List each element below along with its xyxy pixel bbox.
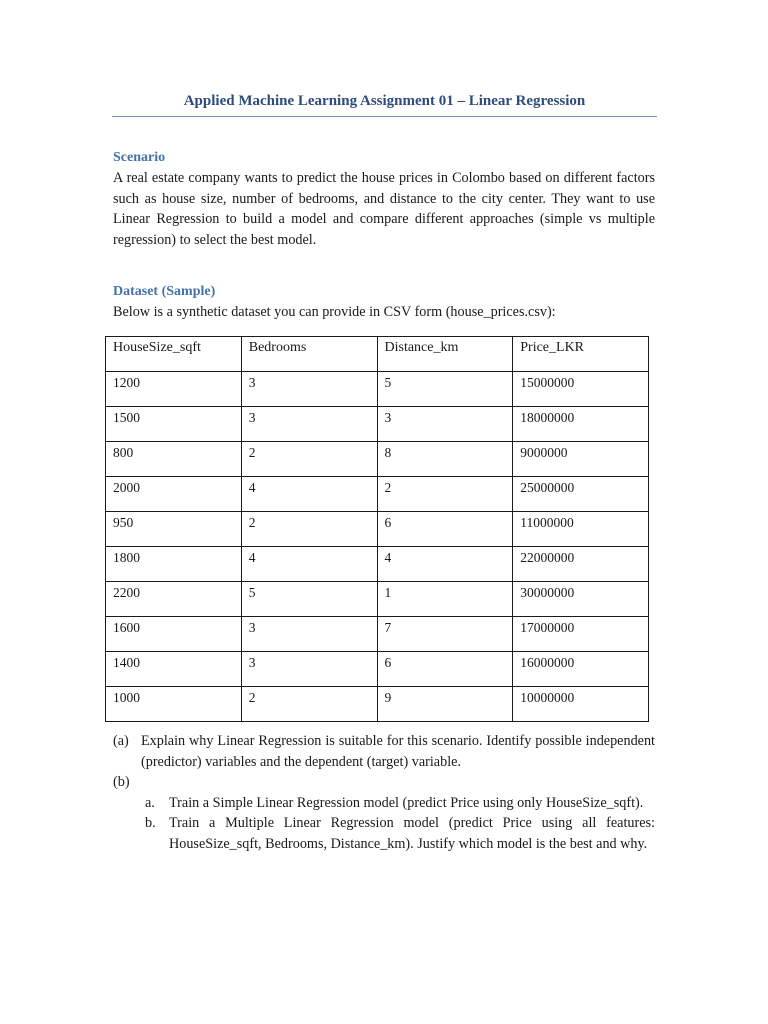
table-row: [106, 582, 649, 617]
question-b-marker: (b): [113, 774, 130, 790]
table-cell: 2: [377, 477, 513, 512]
table-row: [106, 407, 649, 442]
table-cell: 2000: [106, 477, 242, 512]
table-cell: 3: [241, 652, 377, 687]
table-cell: 1000: [106, 687, 242, 722]
table-cell: 7: [377, 617, 513, 652]
table-cell: 1600: [106, 617, 242, 652]
question-a: [113, 731, 655, 772]
table-cell: 2: [241, 687, 377, 722]
column-header: Price_LKR: [513, 337, 649, 372]
table-row: [106, 477, 649, 512]
table-cell: 6: [377, 652, 513, 687]
table-row: [106, 687, 649, 722]
table-cell: 9000000: [513, 442, 649, 477]
sub-item-text: Train a Multiple Linear Regression model (predict Price using all features: HouseSize_sqft, Bedrooms, Distance_km). Justify which model is the best and why.: [169, 815, 655, 852]
table-row: [106, 652, 649, 687]
table-cell: 3: [241, 372, 377, 407]
table-cell: 2: [241, 442, 377, 477]
table-cell: 4: [241, 547, 377, 582]
question-b-sublist: [145, 793, 655, 855]
table-cell: 15000000: [513, 372, 649, 407]
title-divider: [112, 116, 657, 117]
table-cell: 18000000: [513, 407, 649, 442]
sub-item-text: Train a Simple Linear Regression model (predict Price using only HouseSize_sqft).: [169, 794, 644, 811]
table-cell: 2200: [106, 582, 242, 617]
questions-section: [113, 731, 655, 854]
table-row: [106, 512, 649, 547]
table-cell: 4: [241, 477, 377, 512]
table-cell: 6: [377, 512, 513, 547]
table-cell: 5: [377, 372, 513, 407]
scenario-heading: Scenario: [113, 150, 166, 165]
table-cell: 17000000: [513, 617, 649, 652]
table-cell: 5: [241, 582, 377, 617]
question-b-item-b: [145, 813, 655, 854]
column-header: HouseSize_sqft: [106, 337, 242, 372]
dataset-heading: Dataset (Sample): [113, 284, 216, 299]
table-cell: 1500: [106, 407, 242, 442]
table-cell: 30000000: [513, 582, 649, 617]
column-header: Distance_km: [377, 337, 513, 372]
table-header-row: [106, 337, 649, 372]
table-cell: 4: [377, 547, 513, 582]
table-cell: 11000000: [513, 512, 649, 547]
table-cell: 10000000: [513, 687, 649, 722]
table-cell: 3: [241, 617, 377, 652]
sub-item-marker: a.: [145, 794, 155, 811]
dataset-table: [105, 336, 649, 722]
table-cell: 1: [377, 582, 513, 617]
question-a-text: Explain why Linear Regression is suitable for this scenario. Identify possible independent (predictor) variables and the dependent (target) variable.: [141, 733, 655, 770]
question-b: [113, 772, 655, 793]
table-cell: 1400: [106, 652, 242, 687]
table-cell: 9: [377, 687, 513, 722]
sub-item-marker: b.: [145, 815, 156, 831]
question-b-item-a: [145, 793, 655, 814]
table-cell: 800: [106, 442, 242, 477]
table-cell: 22000000: [513, 547, 649, 582]
table-cell: 3: [241, 407, 377, 442]
column-header: Bedrooms: [241, 337, 377, 372]
table-cell: 1800: [106, 547, 242, 582]
table-cell: 8: [377, 442, 513, 477]
table-row: [106, 547, 649, 582]
table-cell: 25000000: [513, 477, 649, 512]
table-cell: 16000000: [513, 652, 649, 687]
table-row: [106, 617, 649, 652]
table-cell: 3: [377, 407, 513, 442]
table-row: [106, 372, 649, 407]
table-row: [106, 442, 649, 477]
document-title: Applied Machine Learning Assignment 01 – Linear Regression: [183, 93, 586, 109]
table-cell: 950: [106, 512, 242, 547]
dataset-intro: Below is a synthetic dataset you can provide in CSV form (house_prices.csv):: [113, 304, 556, 320]
question-a-marker: (a): [113, 733, 129, 749]
table-cell: 1200: [106, 372, 242, 407]
table-cell: 2: [241, 512, 377, 547]
scenario-paragraph: A real estate company wants to predict the house prices in Colombo based on different factors such as house size, number of bedrooms, and distance to the city center. They want to use Linear Regression to build a model and compare different approaches (simple vs multiple regression) to select the best model.: [113, 170, 655, 248]
